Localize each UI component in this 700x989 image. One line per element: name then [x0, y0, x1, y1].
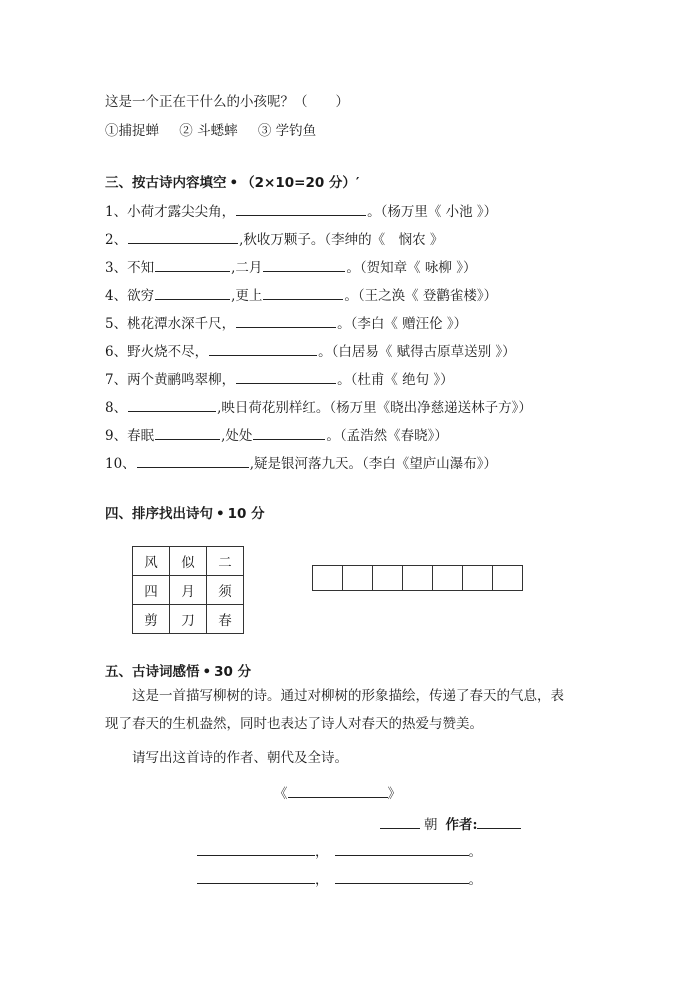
grid-cell: 月 [170, 576, 207, 605]
fill-item-4: 4、欲穷 ,更上 。（王之涣《 登鹳雀楼》） [105, 284, 497, 304]
answer-box[interactable] [462, 565, 493, 591]
answer-blank[interactable] [128, 397, 216, 412]
character-grid [132, 546, 244, 634]
poem-blank[interactable] [335, 869, 469, 884]
author-blank[interactable] [477, 814, 521, 829]
section5-heading: 五、古诗词感悟 • 30 分 [105, 664, 252, 680]
poem-blank[interactable] [335, 841, 469, 856]
poem-title-blank[interactable] [288, 783, 388, 798]
answer-box[interactable] [312, 565, 343, 591]
grid-cell: 风 [133, 547, 170, 576]
grid-cell: 二 [207, 547, 244, 576]
answer-blank[interactable] [236, 369, 336, 384]
section3-heading: 三、按古诗内容填空 • （2×10=20 分）′ [105, 175, 360, 191]
fill-item-5: 5、桃花潭水深千尺， 。（李白《 赠汪伦 》） [105, 312, 467, 332]
answer-blank[interactable] [253, 425, 325, 440]
option-2[interactable]: ② 斗蟋蟀 [179, 123, 238, 139]
poem-line-2: ， 。 [197, 868, 482, 888]
section4-heading: 四、排序找出诗句 • 10 分 [105, 506, 265, 522]
poem-title-line: 《 》 [274, 782, 401, 802]
dynasty-blank[interactable] [380, 814, 420, 829]
answer-box[interactable] [432, 565, 463, 591]
fill-item-7: 7、两个黄鹂鸣翠柳， 。（杜甫《 绝句 》） [105, 368, 454, 388]
section5-instruction: 请写出这首诗的作者、朝代及全诗。 [132, 750, 348, 766]
answer-boxes [313, 565, 523, 591]
grid-cell: 须 [207, 576, 244, 605]
fill-item-10: 10、 ,疑是银河落九天。（李白《望庐山瀑布》） [105, 452, 497, 472]
fill-item-6: 6、野火烧不尽， 。（白居易《 赋得古原草送别 》） [105, 340, 516, 360]
answer-blank[interactable] [155, 257, 230, 272]
answer-blank[interactable] [137, 453, 249, 468]
answer-box[interactable] [342, 565, 373, 591]
fill-item-3: 3、不知 ,二月 。（贺知章《 咏柳 》） [105, 256, 476, 276]
grid-cell: 春 [207, 605, 244, 634]
fill-item-2: 2、 ,秋收万颗子。（李绅的《 悯农 》 [105, 228, 443, 248]
fill-item-1: 1、小荷才露尖尖角， 。（杨万里《 小池 》） [105, 200, 497, 220]
answer-blank[interactable] [236, 201, 366, 216]
answer-blank[interactable] [209, 341, 317, 356]
answer-blank[interactable] [128, 229, 238, 244]
fill-item-8: 8、 ,映日荷花别样红。（杨万里《晓出净慈递送林子方》） [105, 396, 532, 416]
answer-blank[interactable] [263, 285, 343, 300]
poem-blank[interactable] [197, 841, 315, 856]
answer-box[interactable] [492, 565, 523, 591]
answer-blank[interactable] [155, 285, 230, 300]
intro-question: 这是一个正在干什么的小孩呢？（ ） [105, 94, 349, 110]
grid-cell: 似 [170, 547, 207, 576]
section5-paragraph: 这是一首描写柳树的诗。通过对柳树的形象描绘，传递了春天的气息，表现了春天的生机盎然，同时也表达了诗人对春天的热爱与赞美。 [105, 688, 564, 732]
fill-item-9: 9、春眠 ,处处 。（孟浩然《春晓》） [105, 424, 448, 444]
grid-cell: 剪 [133, 605, 170, 634]
answer-blank[interactable] [236, 313, 336, 328]
dynasty-author-line: 朝 作者: [380, 813, 521, 833]
answer-blank[interactable] [263, 257, 345, 272]
poem-blank[interactable] [197, 869, 315, 884]
option-1[interactable]: ①捕捉蝉 [105, 123, 159, 139]
poem-line-1: ， 。 [197, 840, 482, 860]
option-3[interactable]: ③ 学钓鱼 [257, 123, 317, 139]
answer-box[interactable] [402, 565, 433, 591]
answer-blank[interactable] [155, 425, 220, 440]
intro-question-text: 这是一个正在干什么的小孩呢？（ [105, 94, 308, 110]
grid-cell: 四 [133, 576, 170, 605]
intro-options [105, 119, 316, 139]
grid-cell: 刀 [170, 605, 207, 634]
answer-box[interactable] [372, 565, 403, 591]
